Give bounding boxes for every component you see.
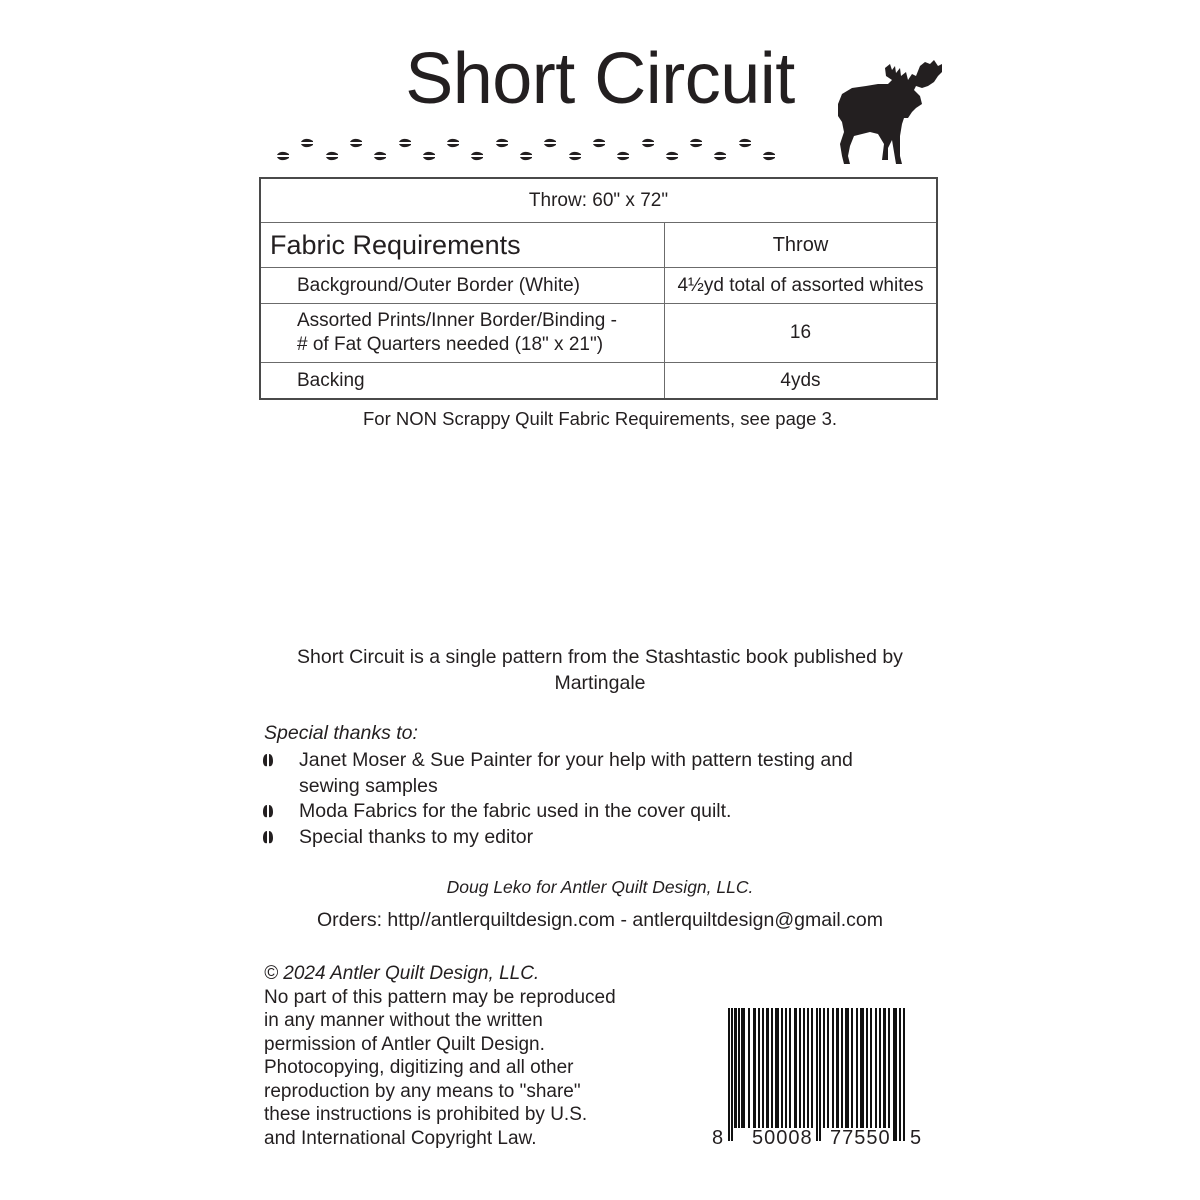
copyright-line: No part of this pattern may be reproduced [264,986,616,1008]
non-scrappy-note: For NON Scrappy Quilt Fabric Requirements, see page 3. [363,408,837,429]
fabric-requirements-table [259,177,938,400]
quilt-size-cell: Throw: 60" x 72" [260,178,937,223]
fabric-item-name: Background/Outer Border (White) [260,268,665,304]
copyright-line: reproduction by any means to "share" [264,1080,581,1102]
fabric-item-name [260,304,665,363]
copyright-line: and International Copyright Law. [264,1127,537,1149]
publication-line1: Short Circuit is a single pattern from the Stashtastic book published by [297,646,903,668]
copyright-line: Photocopying, digitizing and all other [264,1057,574,1078]
thanks-line1: Special thanks to my editor [299,825,534,848]
copyright-heading: © 2024 Antler Quilt Design, LLC. [264,963,540,984]
orders-contact: Orders: http//antlerquiltdesign.com - antlerquiltdesign@gmail.com [316,909,884,931]
barcode-group-left: 50008 [752,1127,813,1149]
copyright-line: in any manner without the written [264,1010,543,1031]
fabric-item-name-line1: Assorted Prints/Inner Border/Binding - [297,310,617,331]
fabric-item-name: Backing [260,363,665,400]
table-row [260,304,937,363]
author-credit: Doug Leko for Antler Quilt Design, LLC. [446,877,754,897]
list-item [262,799,902,825]
moose-silhouette-icon [830,56,945,168]
table-header-row [260,223,937,268]
table-row [260,363,937,400]
list-item [262,825,902,851]
column-header-throw: Throw [665,223,938,268]
publication-note [260,644,940,696]
copyright-line: these instructions is prohibited by U.S. [264,1104,588,1125]
barcode-digit-left: 8 [712,1127,725,1149]
thanks-line1: Moda Fabrics for the fabric used in the cover quilt. [299,800,732,822]
thanks-line2: sewing samples [299,774,438,797]
barcode-digit-right: 5 [910,1127,923,1149]
publication-line2: Martingale [554,672,646,694]
fabric-item-throw-value: 4yds [665,363,938,400]
upc-barcode-icon [710,1005,940,1155]
thanks-line1: Janet Moser & Sue Painter for your help with pattern testing and [299,749,853,771]
hoofprint-icon [262,830,274,845]
hoofprint-trail-icon [275,135,795,165]
fabric-item-throw-value: 4½yd total of assorted whites [665,268,938,304]
list-item [262,748,902,799]
copyright-line: permission of Antler Quilt Design. [264,1033,545,1055]
table-row [260,268,937,304]
page-title [0,34,1200,124]
fabric-item-throw-value: 16 [665,304,938,363]
special-thanks-heading: Special thanks to: [264,722,418,744]
title-text: Short Circuit [405,39,795,119]
hoofprint-icon [262,753,274,768]
copyright-notice [264,962,664,1150]
table-row-size [260,178,937,223]
fabric-item-name-line2: # of Fat Quarters needed (18" x 21") [297,334,604,355]
barcode-group-right: 77550 [830,1127,891,1149]
special-thanks-list [262,748,902,850]
fabric-requirements-heading: Fabric Requirements [260,223,665,268]
hoofprint-icon [262,804,274,819]
barcode-bars [728,1008,910,1128]
